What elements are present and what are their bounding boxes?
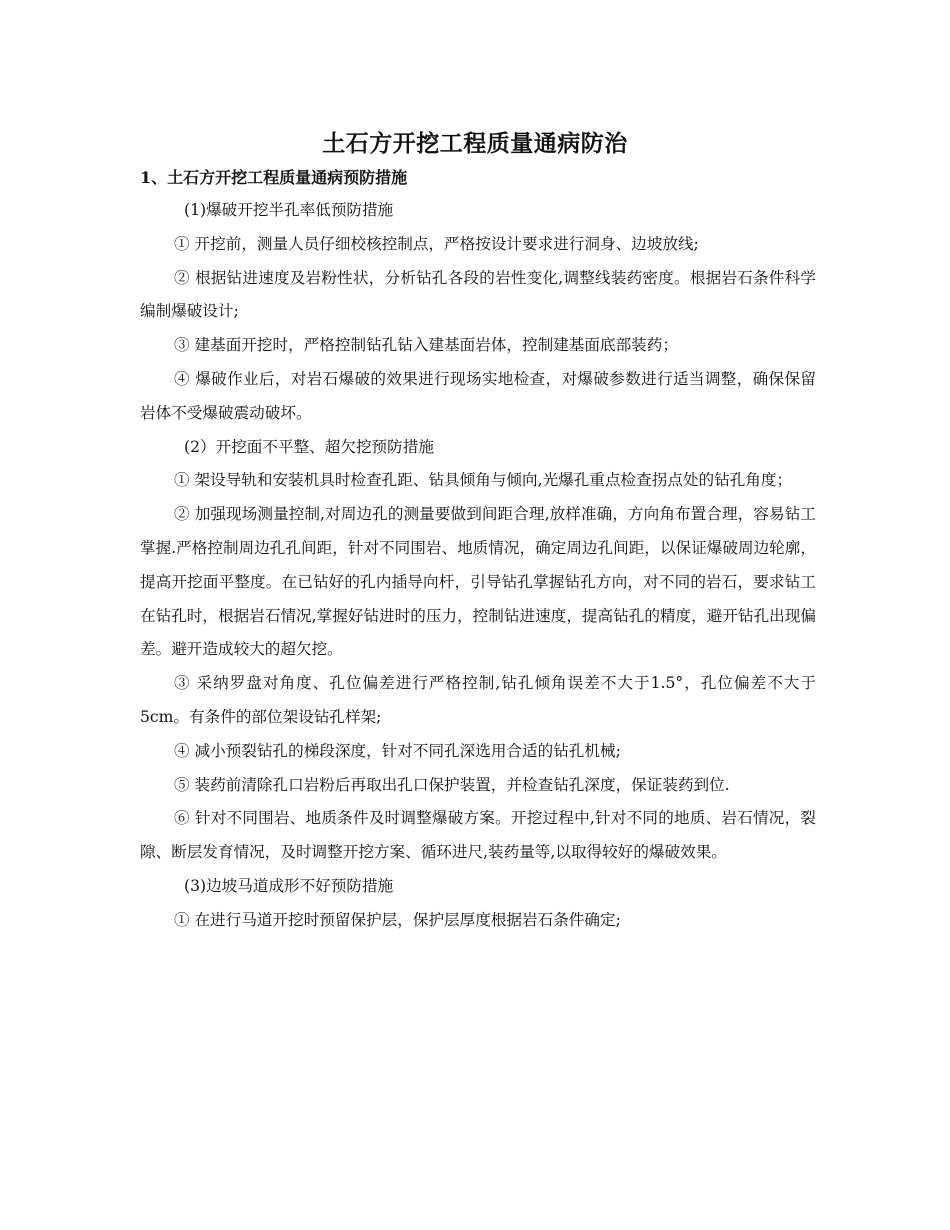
list-item: ① 在进行马道开挖时预留保护层，保护层厚度根据岩石条件确定;: [174, 910, 621, 929]
subsection-heading: (3)边坡马道成形不好预防措施: [184, 876, 394, 895]
document-body: [140, 194, 816, 938]
list-item: ④ 爆破作业后，对岩石爆破的效果进行现场实地检查，对爆破参数进行适当调整，确保保留岩体不受爆破震动破坏。: [140, 369, 816, 422]
list-item: ③ 采纳罗盘对角度、孔位偏差进行严格控制,钻孔倾角误差不大于1.5°，孔位偏差不大于5cm。有条件的部位架设钻孔样架;: [140, 674, 816, 726]
list-item: ① 架设导轨和安装机具时检查孔距、钻具倾角与倾向,光爆孔重点检查拐点处的钻孔角度；: [174, 471, 793, 490]
subsection-heading: (2）开挖面不平整、超欠挖预防措施: [184, 437, 434, 456]
list-item: ② 根据钻进速度及岩粉性状，分析钻孔各段的岩性变化,调整线装药密度。根据岩石条件科学编制爆破设计;: [140, 268, 816, 321]
document-title: 土石方开挖工程质量通病防治: [322, 130, 628, 157]
list-item: ⑤ 装药前清除孔口岩粉后再取出孔口保护装置，并检查钻孔深度，保证装药到位.: [174, 775, 730, 794]
list-item: ① 开挖前，测量人员仔细校核控制点，严格按设计要求进行洞身、边坡放线;: [174, 234, 699, 253]
list-item: ④ 减小预裂钻孔的梯段深度，针对不同孔深选用合适的钻孔机械;: [174, 741, 621, 760]
section-heading: 1、土石方开挖工程质量通病预防措施: [140, 168, 408, 187]
subsection-heading: (1)爆破开挖半孔率低预防措施: [184, 201, 394, 219]
list-item: ⑥ 针对不同围岩、地质条件及时调整爆破方案。开挖过程中,针对不同的地质、岩石情况，裂隙、断层发育情况，及时调整开挖方案、循环进尺,装药量等,以取得较好的爆破效果。: [140, 809, 816, 862]
list-item: ③ 建基面开挖时，严格控制钻孔钻入建基面岩体，控制建基面底部装药；: [174, 336, 678, 355]
list-item: ② 加强现场测量控制,对周边孔的测量要做到间距合理,放样准确，方向角布置合理，容易钻工掌握.严格控制周边孔孔间距，针对不同围岩、地质情况，确定周边孔间距，以保证爆破周边轮廓，提高开挖面平整度。在已钻好的孔内插导向杆，引导钻孔掌握钻孔方向，对不同的岩石，要求钻工在钻孔时，根据岩石情况,掌握好钻进时的压力，控制钻进速度，提高钻孔的精度，避开钻孔出现偏差。避开造成较大的超欠挖。: [140, 505, 816, 659]
